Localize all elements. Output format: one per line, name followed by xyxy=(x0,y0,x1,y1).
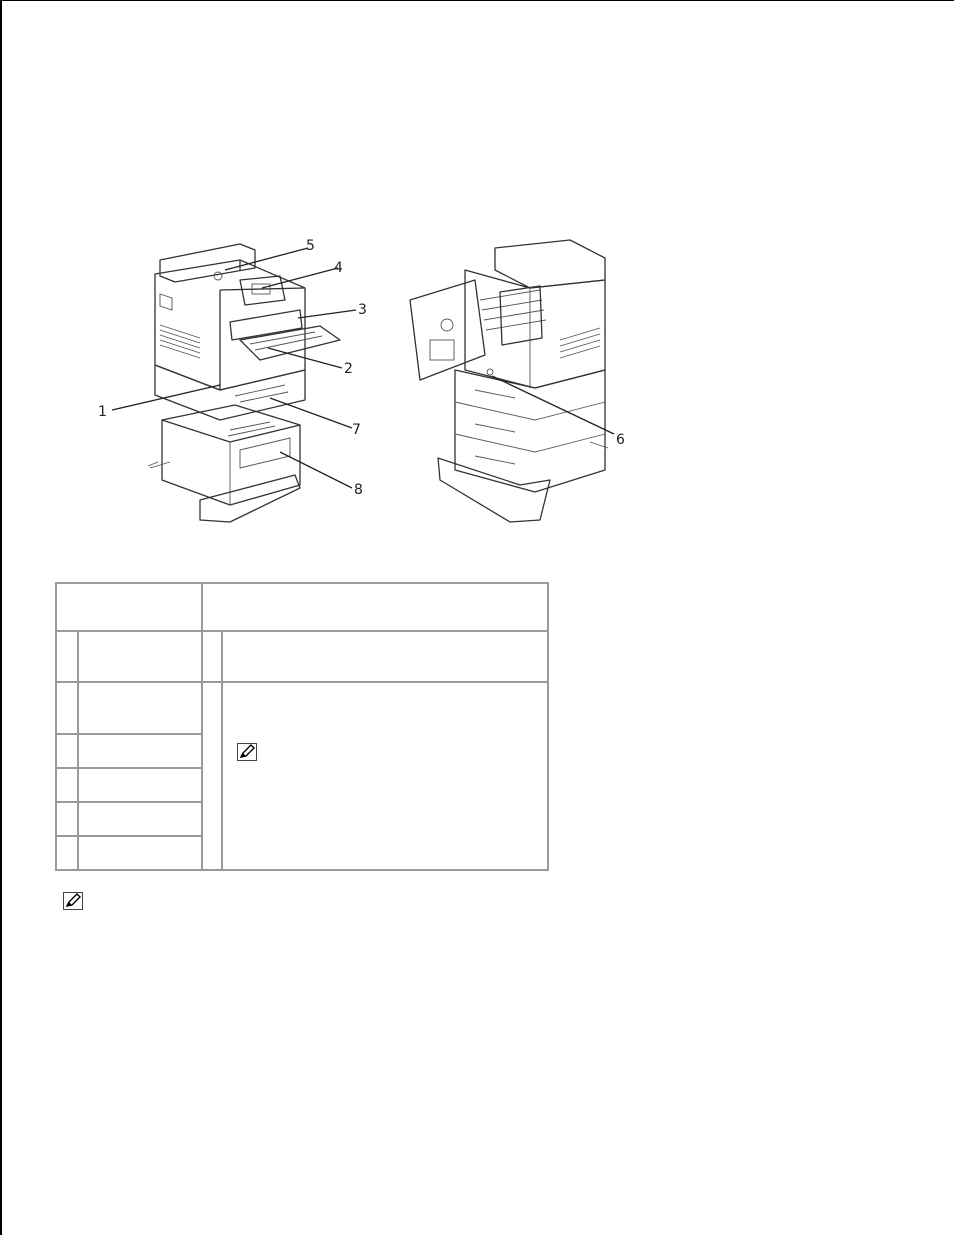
table-cell xyxy=(202,631,222,682)
callout-6-leader xyxy=(492,376,614,434)
table-cell xyxy=(56,682,78,734)
table-cell xyxy=(78,768,202,802)
callout-4-leader xyxy=(262,268,338,288)
page-top-border xyxy=(0,0,954,1)
callout-5: 5 xyxy=(306,238,315,254)
table-cell xyxy=(78,734,202,768)
open-cover-printer xyxy=(410,240,608,522)
callout-6: 6 xyxy=(616,432,625,448)
callout-4: 4 xyxy=(334,260,343,276)
table-cell xyxy=(222,631,548,682)
pencil-note-icon xyxy=(63,892,83,915)
callout-3: 3 xyxy=(358,302,367,318)
callout-3-leader xyxy=(298,310,356,318)
table-header-row xyxy=(56,583,548,631)
table-cell xyxy=(56,734,78,768)
front-view-printer xyxy=(148,244,340,522)
printer-line-drawing xyxy=(90,230,650,540)
table-cell xyxy=(78,836,202,870)
printer-illustration xyxy=(90,230,650,540)
table-header-cell xyxy=(202,583,548,631)
table-cell xyxy=(202,682,222,870)
callout-1: 1 xyxy=(98,404,107,420)
callout-8: 8 xyxy=(354,482,363,498)
callout-8-leader xyxy=(280,452,352,488)
page-left-border xyxy=(0,0,2,1235)
table-cell xyxy=(78,631,202,682)
table-cell xyxy=(56,802,78,836)
table-cell xyxy=(56,768,78,802)
callout-7: 7 xyxy=(352,422,361,438)
table-row xyxy=(56,631,548,682)
table-cell xyxy=(78,802,202,836)
note-cell xyxy=(222,682,548,870)
table-header-cell xyxy=(56,583,202,631)
table-row xyxy=(56,682,548,734)
callout-7-leader xyxy=(270,398,352,428)
callout-5-leader xyxy=(225,248,308,270)
callout-1-leader xyxy=(112,385,220,410)
table-cell xyxy=(56,631,78,682)
callout-2: 2 xyxy=(344,361,353,377)
table-cell xyxy=(78,682,202,734)
parts-table xyxy=(55,582,549,871)
pencil-note-icon xyxy=(237,743,257,766)
table-cell xyxy=(56,836,78,870)
